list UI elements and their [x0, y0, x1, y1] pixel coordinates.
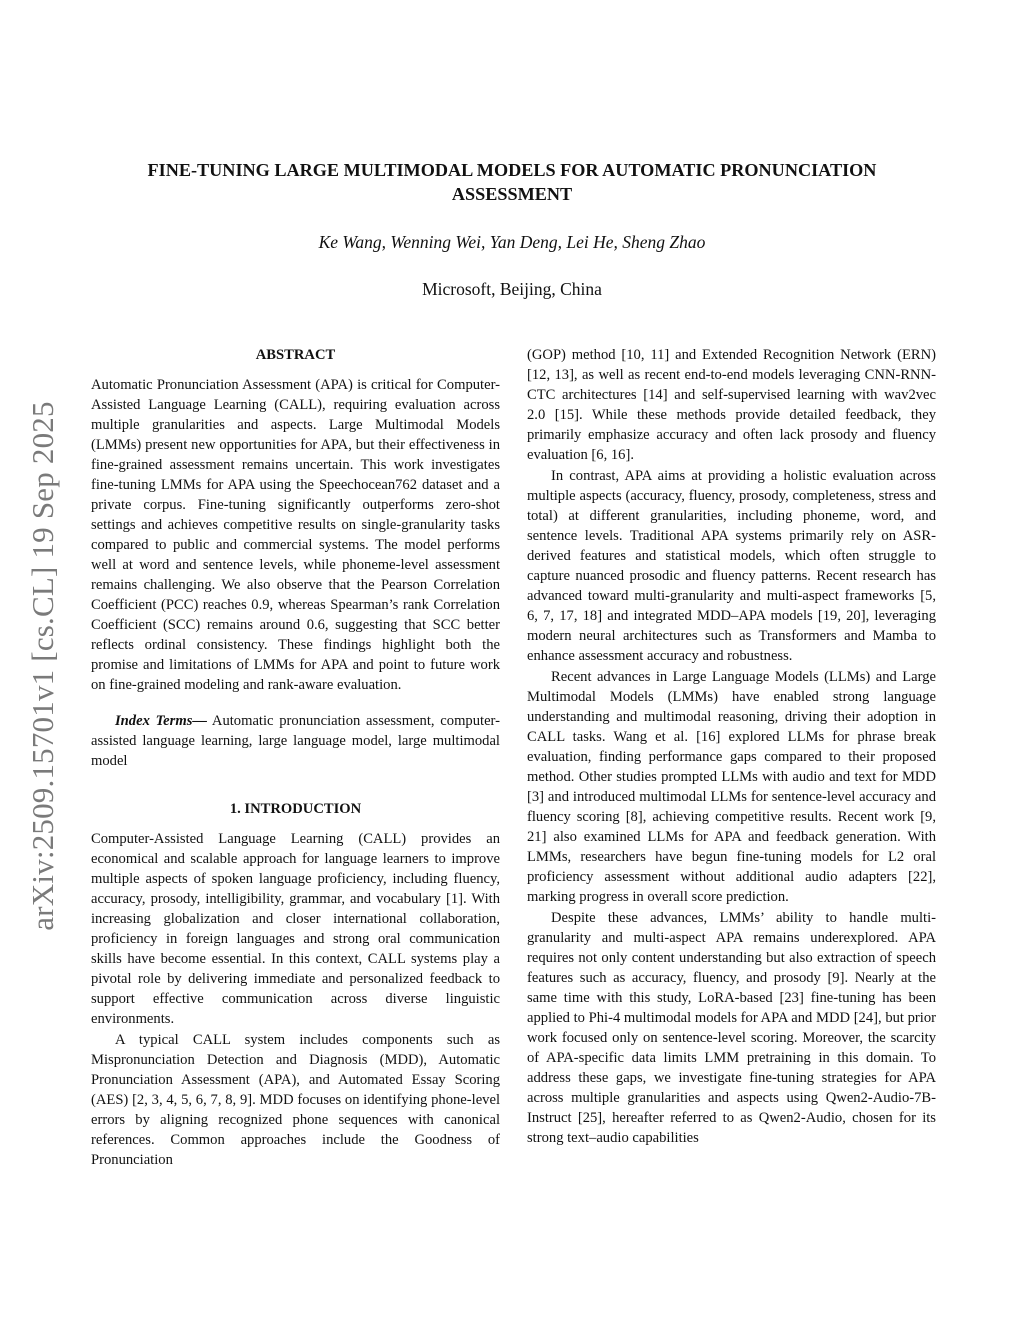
abstract-heading: ABSTRACT [255, 347, 336, 363]
paper-title-line-1: FINE-TUNING LARGE MULTIMODAL MODELS FOR AUTOMATIC PRONUNCIATION [147, 160, 877, 180]
introduction-heading: 1. INTRODUCTION [229, 801, 362, 817]
arxiv-stamp: arXiv:2509.15701v1 [cs.CL] 19 Sep 2025 [25, 401, 60, 931]
left-column [91, 345, 500, 1170]
intro-paragraph-2-continued: (GOP) method [10, 11] and Extended Recognition Network (ERN) [12, 13], as well as recent end-to-end models leveraging CNN-RNN-CTC architectures [14] and self-supervised learning with wav2vec 2.0 [15]. While these methods provide detailed feedback, they primarily emphasize accuracy and often lack prosody and fluency evaluation [6, 16]. [527, 347, 936, 463]
index-terms-text: Automatic pronunciation assessment, computer-assisted language learning, large language model, large multimodal model [91, 713, 500, 769]
right-column [527, 345, 936, 1148]
author-list: Ke Wang, Wenning Wei, Yan Deng, Lei He, Sheng Zhao [318, 232, 706, 252]
index-terms [91, 711, 500, 771]
intro-paragraph-1: Computer-Assisted Language Learning (CALL) provides an economical and scalable approach for language learners to improve multiple aspects of spoken language proficiency, including fluency, accuracy, prosody, intelligibility, grammar, and vocabulary [1]. With increasing globalization and closer international collaboration, proficiency in foreign languages and strong oral communication skills have become essential. In this context, CALL systems play a pivotal role by delivering immediate and personalized feedback to support effective communication across diverse linguistic environments. [91, 831, 500, 1027]
intro-paragraph-3: In contrast, APA aims at providing a holistic evaluation across multiple aspects (accuracy, fluency, prosody, completeness, stress and total) at different granularities, including phoneme, word, and sentence levels. Traditional APA systems primarily rely on ASR-derived features and statistical models, which often struggle to capture nuanced prosodic and fluency patterns. Recent research has advanced toward multi-granularity and multi-aspect frameworks [5, 6, 7, 17, 18] and integrated MDD–APA models [19, 20], leveraging modern neural architectures such as Transformers and Mamba to enhance assessment accuracy and robustness. [527, 468, 936, 664]
affiliation: Microsoft, Beijing, China [422, 279, 602, 299]
paper-title [100, 158, 924, 206]
paper-title-line-2: ASSESSMENT [451, 184, 573, 204]
index-terms-label: Index Terms— [115, 713, 207, 729]
intro-paragraph-5: Despite these advances, LMMs’ ability to handle multi-granularity and multi-aspect APA remains underexplored. APA requires not only content understanding but also extraction of speech features such as accuracy, fluency, and prosody [9]. Nearly at the same time with this study, LoRA-based [23] fine-tuning has been applied to Phi-4 multimodal models for APA and MDD [24], but prior work focused only on sentence-level scoring. Moreover, the scarcity of APA-specific data limits LMM pretraining in this domain. To address these gaps, we investigate fine-tuning strategies for APA across multiple granularities and aspects using Qwen2-Audio-7B-Instruct [25], hereafter referred to as Qwen2-Audio, chosen for its strong text–audio capabilities [527, 910, 936, 1146]
intro-paragraph-2: A typical CALL system includes components such as Mispronunciation Detection and Diagnosis (MDD), Automatic Pronunciation Assessment (APA), and Automated Essay Scoring (AES) [2, 3, 4, 5, 6, 7, 8, 9]. MDD focuses on identifying phone-level errors by aligning recognized phone sequences with canonical references. Common approaches include the Goodness of Pronunciation [91, 1032, 500, 1168]
intro-paragraph-4: Recent advances in Large Language Models (LLMs) and Large Multimodal Models (LMMs) have enabled strong language understanding and multimodal reasoning, driving their adoption in CALL tasks. Wang et al. [16] explored LLMs for phrase break evaluation, finding performance gaps compared to their proposed method. Other studies prompted LLMs with audio and text for MDD [3] and introduced multimodal LLMs for sentence-level accuracy and fluency scoring [8], achieving competitive results. Recent work [9, 21] also examined LLMs for APA and feedback generation. With LMMs, researchers have begun fine-tuning models for L2 oral proficiency assessment without additional audio adapters [22], marking progress in overall score prediction. [527, 669, 936, 905]
abstract-text: Automatic Pronunciation Assessment (APA) is critical for Computer-Assisted Language Learning (CALL), requiring evaluation across multiple granularities and aspects. Large Multimodal Models (LMMs) present new opportunities for APA, but their effectiveness in fine-grained assessment remains uncertain. This work investigates fine-tuning LMMs for APA using the Speechocean762 dataset and a private corpus. Fine-tuning significantly outperforms zero-shot settings and achieves competitive results on single-granularity tasks compared to public and commercial systems. The model performs well at word and sentence levels, while phoneme-level assessment remains challenging. We also observe that the Pearson Correlation Coefficient (PCC) reaches 0.9, whereas Spearman’s rank Correlation Coefficient (SCC) remains around 0.6, suggesting that SCC better reflects ordinal consistency. These findings highlight both the promise and limitations of LMMs for APA and point to future work on fine-grained modeling and rank-aware evaluation. [91, 377, 500, 693]
